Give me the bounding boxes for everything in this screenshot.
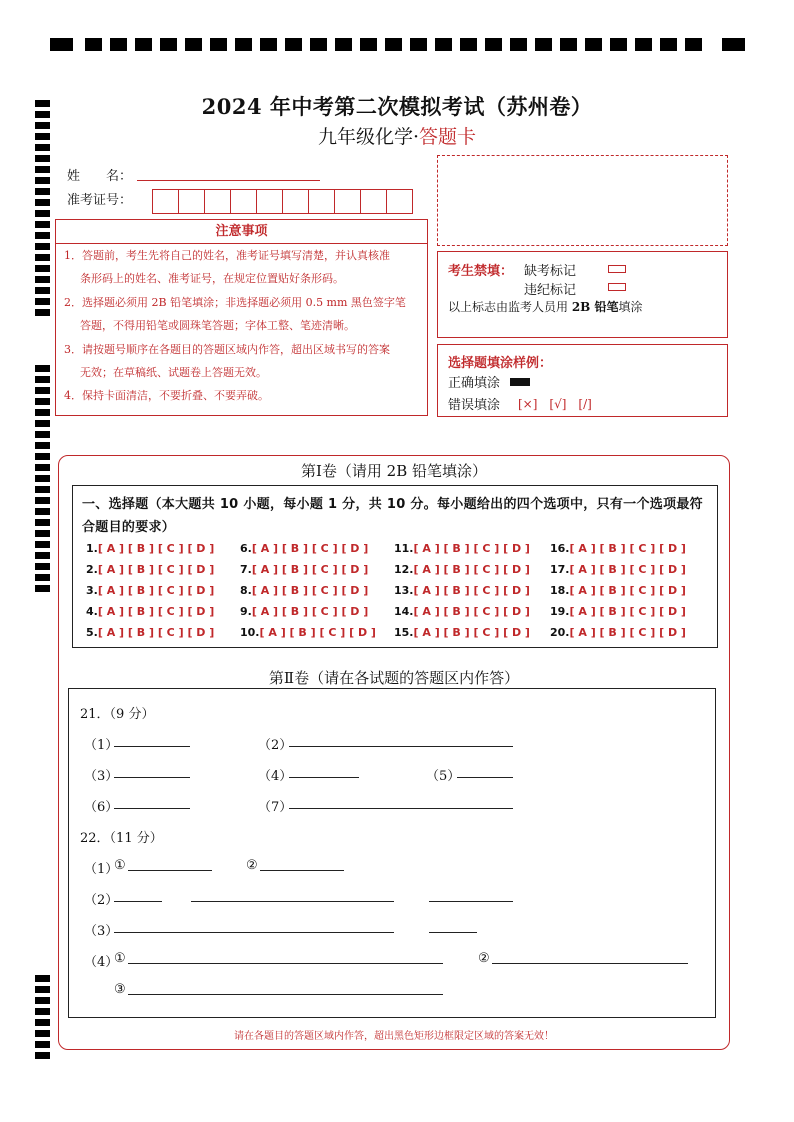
timing-mark (35, 574, 50, 581)
mc-options[interactable]: [ A ] [ B ] [ C ] [ D ] (251, 605, 369, 618)
notice-line: 2．选择题必须用 2B 铅笔填涂；非选择题必须用 0.5 mm 黑色签字笔 (64, 296, 406, 309)
timing-mark (35, 497, 50, 504)
timing-mark (35, 309, 50, 316)
q21-part-3: （3） (84, 769, 119, 784)
absent-label: 缺考标记 (524, 264, 577, 279)
timing-mark (35, 1052, 50, 1059)
timing-mark (35, 431, 50, 438)
mc-options[interactable]: [ A ] [ B ] [ C ] [ D ] (251, 584, 369, 597)
subtitle-prefix: 九年级化学· (317, 126, 420, 148)
id-digit-box[interactable] (256, 189, 283, 214)
mc-options[interactable]: [ A ] [ B ] [ C ] [ D ] (251, 542, 369, 555)
q21-blank-2[interactable] (289, 746, 513, 747)
q21-blank-1[interactable] (114, 746, 190, 747)
timing-mark (35, 210, 50, 217)
timing-mark (210, 38, 227, 51)
id-digit-box[interactable] (308, 189, 335, 214)
name-field[interactable] (137, 180, 320, 181)
timing-mark (35, 387, 50, 394)
q22-4-circle-1: ① (114, 951, 126, 966)
timing-mark (35, 254, 50, 261)
mc-question-row[interactable] (86, 563, 214, 576)
timing-mark (310, 38, 327, 51)
page-title: 2024 年中考第二次模拟考试（苏州卷） (201, 94, 593, 119)
q21-part-7: （7） (258, 800, 293, 815)
mc-question-row[interactable] (550, 584, 686, 597)
timing-mark (35, 453, 50, 460)
q22-blank-2-3[interactable] (429, 901, 513, 902)
timing-mark (35, 287, 50, 294)
mc-options[interactable]: [ A ] [ B ] [ C ] [ D ] (251, 563, 369, 576)
mc-options[interactable]: [ A ] [ B ] [ C ] [ D ] (413, 584, 530, 597)
timing-mark (35, 155, 50, 162)
mc-options[interactable]: [ A ] [ B ] [ C ] [ D ] (569, 605, 686, 618)
note-bold: 2B 铅笔 (571, 300, 619, 314)
q22-blank-1-2[interactable] (260, 870, 344, 871)
timing-mark (110, 38, 127, 51)
timing-mark (35, 975, 50, 982)
notice-line: 1．答题前，考生先将自己的姓名，准考证号填写清楚，并认真核准 (64, 249, 390, 262)
q21-blank-4[interactable] (289, 777, 359, 778)
notice-box (55, 219, 428, 416)
timing-mark (35, 1019, 50, 1026)
timing-mark (235, 38, 252, 51)
timing-mark (35, 276, 50, 283)
mc-options[interactable]: [ A ] [ B ] [ C ] [ D ] (413, 626, 530, 639)
mc-options[interactable]: [ A ] [ B ] [ C ] [ D ] (97, 626, 215, 639)
q22-part-3: （3） (84, 924, 119, 939)
timing-mark (460, 38, 477, 51)
q22-4-circle-2: ② (478, 951, 490, 966)
barcode-area (437, 155, 728, 246)
q21-blank-5[interactable] (457, 777, 513, 778)
mc-question-number: 15. (394, 626, 414, 639)
timing-mark (435, 38, 452, 51)
correct-fill-sample (510, 378, 530, 386)
q22-blank-3-2[interactable] (429, 932, 477, 933)
fill-sample-box (437, 344, 728, 417)
mc-question-number: 13. (394, 584, 414, 597)
timing-mark (660, 38, 677, 51)
mc-question-number: 8. (240, 584, 252, 597)
mc-question-row[interactable] (394, 605, 530, 618)
mc-question-row[interactable] (86, 626, 214, 639)
timing-mark (35, 475, 50, 482)
page-subtitle (0, 122, 794, 149)
note-suffix: 填涂 (618, 300, 643, 314)
part2-title: 第Ⅱ卷（请在各试题的答题区内作答） (268, 669, 520, 687)
mc-question-number: 10. (240, 626, 260, 639)
footer-note: 请在各题目的答题区域内作答，超出黑色矩形边框限定区域的答案无效！ (234, 1031, 554, 1042)
mc-question-row[interactable] (550, 563, 686, 576)
mc-question-row[interactable] (550, 626, 686, 639)
mc-question-number: 16. (550, 542, 570, 555)
q21-blank-3[interactable] (114, 777, 190, 778)
q21-part-6: （6） (84, 800, 119, 815)
notice-heading: 注意事项 (56, 220, 427, 244)
timing-mark (35, 243, 50, 250)
id-digit-box[interactable] (152, 189, 179, 214)
mc-question-number: 12. (394, 563, 414, 576)
timing-mark (410, 38, 427, 51)
timing-mark (35, 519, 50, 526)
timing-mark (535, 38, 552, 51)
q21-part-2: （2） (258, 738, 293, 753)
q22-blank-4-3[interactable] (128, 994, 443, 995)
examinee-note (448, 298, 643, 315)
id-digit-box[interactable] (282, 189, 309, 214)
written-answer-box (68, 688, 716, 1018)
q21-part-5: （5） (426, 769, 461, 784)
mc-options[interactable]: [ A ] [ B ] [ C ] [ D ] (97, 605, 215, 618)
mc-options[interactable]: [ A ] [ B ] [ C ] [ D ] (413, 563, 530, 576)
mc-question-row[interactable] (394, 626, 530, 639)
mc-question-row[interactable] (86, 542, 214, 555)
timing-mark (35, 199, 50, 206)
timing-mark (35, 188, 50, 195)
mc-options[interactable]: [ A ] [ B ] [ C ] [ D ] (569, 563, 686, 576)
q22-1-circle-1: ① (114, 858, 126, 873)
q22-heading: 22．（11 分） (80, 831, 163, 846)
mc-question-row[interactable] (86, 584, 214, 597)
timing-mark (635, 38, 652, 51)
timing-mark (35, 232, 50, 239)
violation-label: 违纪标记 (524, 283, 577, 298)
name-label: 姓 名： (67, 169, 133, 184)
wrong-label: 错误填涂 (448, 398, 501, 413)
examinee-marks-box (437, 251, 728, 338)
id-label: 准考证号： (67, 193, 133, 208)
q22-blank-3-1[interactable] (114, 932, 394, 933)
timing-mark (35, 298, 50, 305)
mc-options[interactable]: [ A ] [ B ] [ C ] [ D ] (259, 626, 376, 639)
mc-question-row[interactable] (394, 584, 530, 597)
timing-mark (160, 38, 177, 51)
timing-mark (610, 38, 627, 51)
mc-options[interactable]: [ A ] [ B ] [ C ] [ D ] (413, 542, 530, 555)
timing-mark (35, 530, 50, 537)
timing-mark (260, 38, 277, 51)
q22-blank-2-1[interactable] (114, 901, 162, 902)
timing-mark (35, 563, 50, 570)
timing-mark (35, 177, 50, 184)
notice-line: 无效；在草稿纸、试题卷上答题无效。 (80, 366, 267, 379)
notice-line: 4．保持卡面清洁，不要折叠、不要弄破。 (64, 389, 269, 402)
timing-mark (485, 38, 502, 51)
timing-mark (585, 38, 602, 51)
mc-question-number: 18. (550, 584, 570, 597)
timing-mark (560, 38, 577, 51)
mc-options[interactable]: [ A ] [ B ] [ C ] [ D ] (569, 626, 686, 639)
timing-mark (35, 398, 50, 405)
mc-instructions-line2: 合题目的要求） (82, 520, 176, 535)
notice-line: 答题，不得用铅笔或圆珠笔答题；字体工整、笔迹清晰。 (80, 319, 355, 332)
part1-title: 第Ⅰ卷（请用 2B 铅笔填涂） (300, 462, 488, 480)
absent-mark-box[interactable] (608, 265, 626, 273)
mc-options[interactable]: [ A ] [ B ] [ C ] [ D ] (569, 584, 686, 597)
correct-label: 正确填涂 (448, 376, 501, 391)
timing-mark (285, 38, 302, 51)
mc-question-number: 17. (550, 563, 570, 576)
mc-question-row[interactable] (240, 542, 368, 555)
mc-options[interactable]: [ A ] [ B ] [ C ] [ D ] (97, 542, 215, 555)
q21-blank-6[interactable] (114, 808, 190, 809)
timing-mark (35, 166, 50, 173)
mc-question-number: 6. (240, 542, 252, 555)
timing-mark (35, 265, 50, 272)
q21-part-1: （1） (84, 738, 119, 753)
timing-mark (85, 38, 102, 51)
id-digit-box[interactable] (334, 189, 361, 214)
timing-mark (335, 38, 352, 51)
q22-1-circle-2: ② (246, 858, 258, 873)
mc-question-row[interactable] (550, 542, 686, 555)
mc-question-number: 9. (240, 605, 252, 618)
timing-mark (35, 365, 50, 372)
timing-mark (35, 420, 50, 427)
id-digit-box[interactable] (230, 189, 257, 214)
mc-options[interactable]: [ A ] [ B ] [ C ] [ D ] (569, 542, 686, 555)
timing-mark (35, 1008, 50, 1015)
mc-options[interactable]: [ A ] [ B ] [ C ] [ D ] (97, 563, 215, 576)
mc-options[interactable]: [ A ] [ B ] [ C ] [ D ] (413, 605, 530, 618)
mc-question-number: 7. (240, 563, 252, 576)
timing-mark (385, 38, 402, 51)
mc-question-row[interactable] (86, 605, 214, 618)
timing-mark (35, 1030, 50, 1037)
sample-heading: 选择题填涂样例： (448, 356, 553, 371)
mc-question-number: 1. (86, 542, 98, 555)
q21-blank-7[interactable] (289, 808, 513, 809)
id-digit-box[interactable] (360, 189, 387, 214)
mc-question-row[interactable] (240, 563, 368, 576)
timing-mark (35, 221, 50, 228)
timing-mark (360, 38, 377, 51)
timing-mark (35, 464, 50, 471)
mc-question-row[interactable] (240, 584, 368, 597)
subtitle-suffix: 答题卡 (419, 126, 477, 148)
q22-blank-2-2[interactable] (191, 901, 394, 902)
top-timing-marks (50, 38, 745, 51)
timing-mark (50, 38, 73, 51)
timing-mark (35, 1041, 50, 1048)
note-prefix: 以上标志由监考人员用 (448, 300, 572, 314)
q21-heading: 21．（9 分） (80, 707, 155, 722)
q22-part-2: （2） (84, 893, 119, 908)
timing-mark (35, 552, 50, 559)
mc-question-row[interactable] (394, 563, 530, 576)
q22-blank-4-2[interactable] (492, 963, 688, 964)
timing-mark (510, 38, 527, 51)
mc-question-number: 4. (86, 605, 98, 618)
id-digit-box[interactable] (386, 189, 413, 214)
mc-question-number: 20. (550, 626, 570, 639)
timing-mark (185, 38, 202, 51)
timing-mark (35, 409, 50, 416)
q22-blank-4-1[interactable] (128, 963, 443, 964)
mc-question-number: 14. (394, 605, 414, 618)
notice-line: 3．请按题号顺序在各题目的答题区域内作答，超出区域书写的答案 (64, 343, 390, 356)
q22-4-circle-3: ③ (114, 982, 126, 997)
timing-mark (35, 508, 50, 515)
q22-blank-1-1[interactable] (128, 870, 212, 871)
q21-part-4: （4） (258, 769, 293, 784)
timing-mark (35, 442, 50, 449)
id-digit-box[interactable] (178, 189, 205, 214)
id-digit-box[interactable] (204, 189, 231, 214)
mc-question-row[interactable] (394, 542, 530, 555)
violation-mark-box[interactable] (608, 283, 626, 291)
timing-mark (35, 376, 50, 383)
timing-mark (135, 38, 152, 51)
mc-question-row[interactable] (240, 605, 368, 618)
mc-options[interactable]: [ A ] [ B ] [ C ] [ D ] (97, 584, 215, 597)
mc-question-row[interactable] (550, 605, 686, 618)
timing-mark (35, 585, 50, 592)
timing-mark (35, 997, 50, 1004)
mc-question-row[interactable] (240, 626, 376, 639)
timing-mark (685, 38, 702, 51)
timing-mark (722, 38, 745, 51)
mc-instructions-line1: 一、选择题（本大题共 10 小题，每小题 1 分，共 10 分。每小题给出的四个选项中，只有一个选项最符 (82, 497, 703, 512)
timing-mark (35, 541, 50, 548)
q22-part-4: （4） (84, 955, 119, 970)
timing-mark (35, 486, 50, 493)
q22-part-1: （1） (84, 862, 119, 877)
mc-question-number: 11. (394, 542, 414, 555)
wrong-fill-samples: [×] [√] [/] (518, 397, 592, 411)
mc-question-number: 19. (550, 605, 570, 618)
mc-question-number: 5. (86, 626, 98, 639)
mc-question-number: 2. (86, 563, 98, 576)
notice-line: 条形码上的姓名、准考证号，在规定位置贴好条形码。 (80, 272, 344, 285)
timing-mark (35, 986, 50, 993)
mc-question-number: 3. (86, 584, 98, 597)
examinee-heading: 考生禁填： (448, 264, 514, 279)
